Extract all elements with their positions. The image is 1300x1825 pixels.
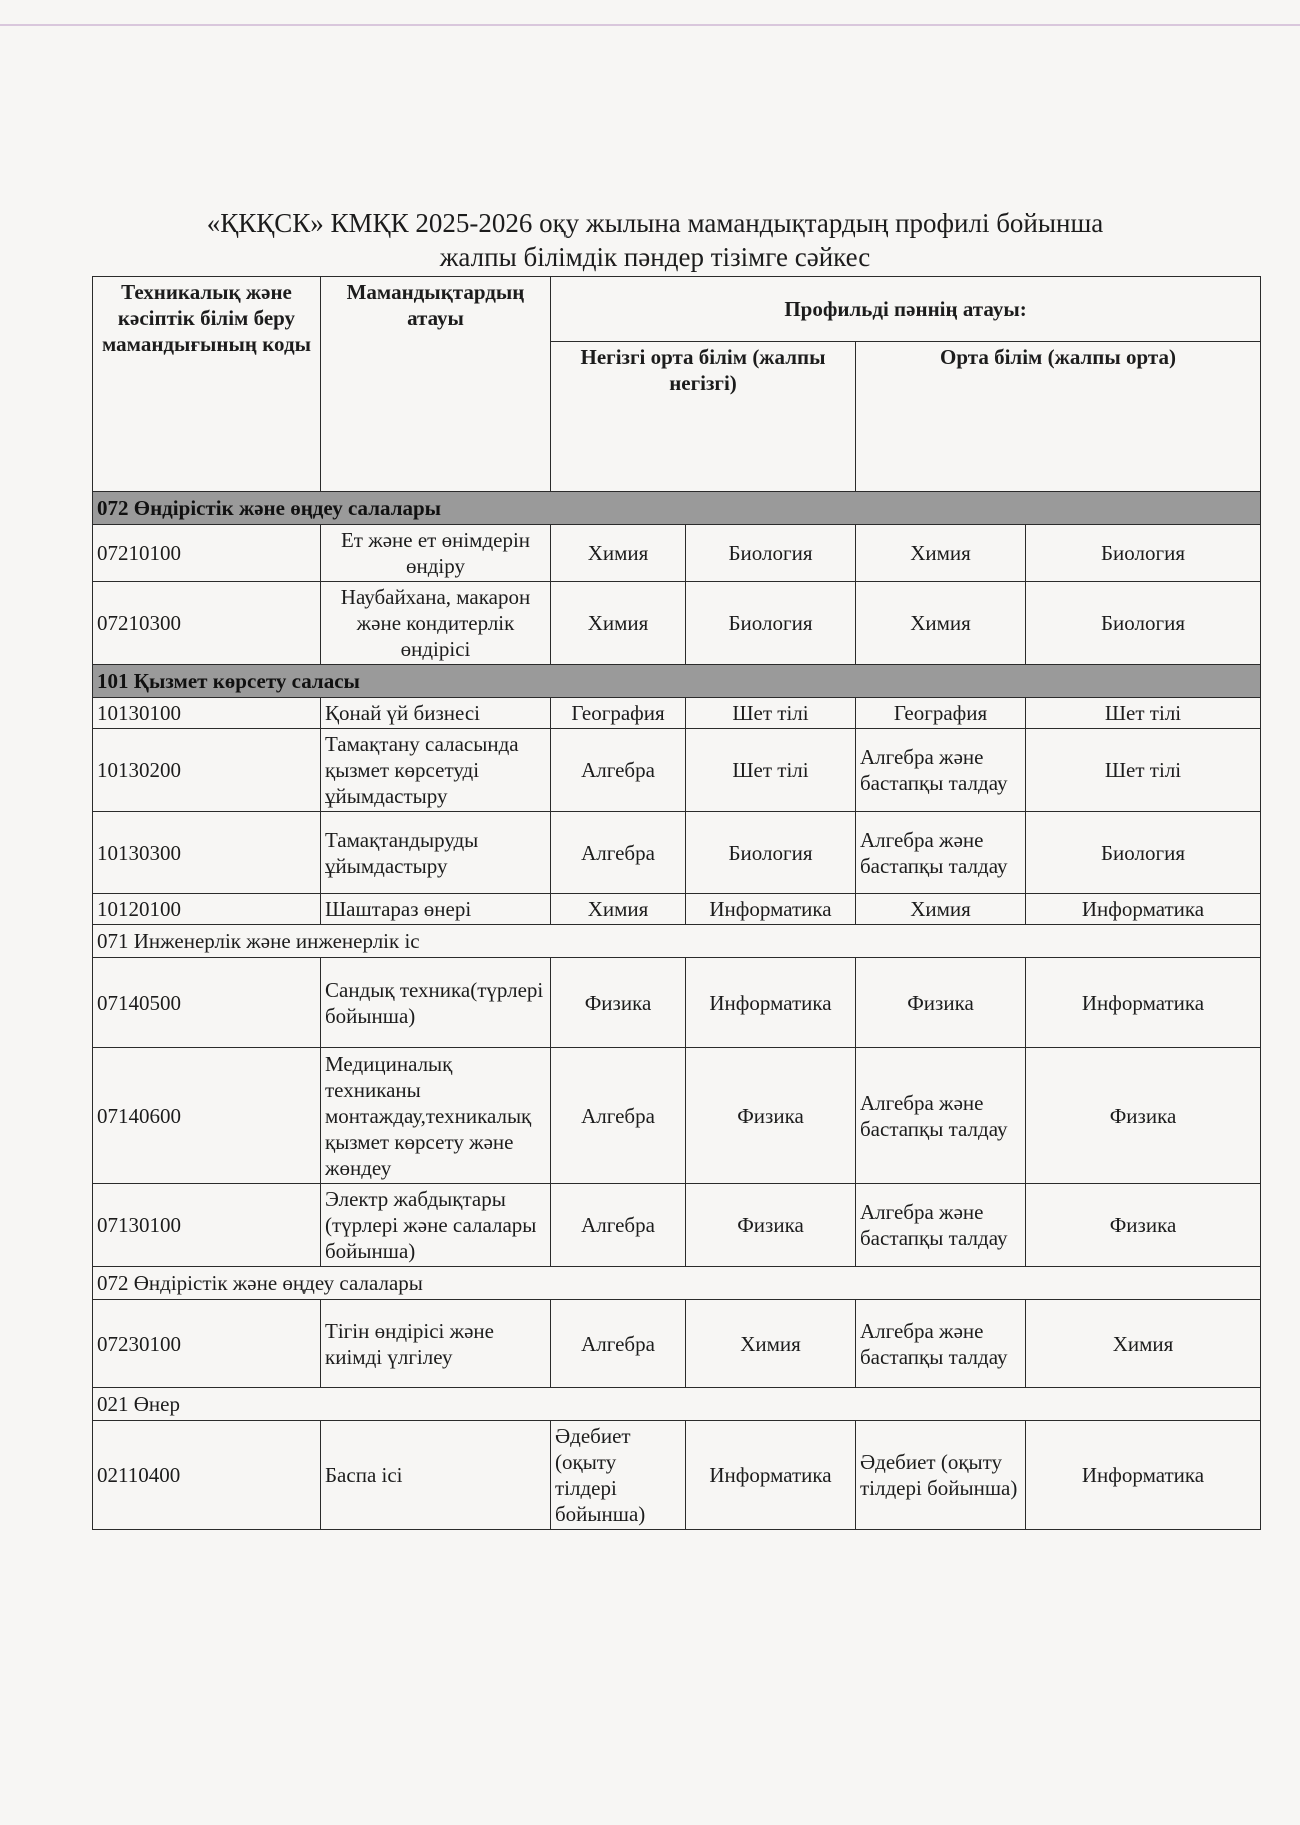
basic-subject-2: Физика — [686, 1048, 856, 1184]
section-title: 072 Өндірістік және өңдеу салалары — [93, 492, 1261, 525]
general-subject-1: Алгебра және бастапқы талдау — [856, 1300, 1026, 1388]
section-title: 071 Инженерлік және инженерлік іс — [93, 925, 1261, 958]
specialty-name: Тамақтану саласында қызмет көрсетуді ұйымдастыру — [321, 729, 551, 812]
basic-subject-1: География — [551, 698, 686, 729]
profile-subjects-table — [92, 276, 1261, 1530]
table-row — [93, 525, 1261, 582]
basic-subject-2: Биология — [686, 525, 856, 582]
specialty-name: Тігін өндірісі және киімді үлгілеу — [321, 1300, 551, 1388]
specialty-code: 07140600 — [93, 1048, 321, 1184]
specialty-name: Электр жабдықтары (түрлері және салалары бойынша) — [321, 1184, 551, 1267]
specialty-code: 10120100 — [93, 894, 321, 925]
specialty-name: Қонай үй бизнесі — [321, 698, 551, 729]
specialty-code: 10130300 — [93, 812, 321, 894]
basic-subject-1: Алгебра — [551, 729, 686, 812]
title-line-1: «ҚКҚСК» КМҚК 2025-2026 оқу жылына мамандықтардың профилі бойынша — [206, 208, 1104, 238]
specialty-code: 07210300 — [93, 582, 321, 665]
basic-subject-1: Химия — [551, 894, 686, 925]
table-body — [93, 492, 1261, 1530]
specialty-code: 02110400 — [93, 1421, 321, 1530]
specialty-code: 10130100 — [93, 698, 321, 729]
basic-subject-2: Информатика — [686, 894, 856, 925]
title-line-2: жалпы білімдік пәндер тізімге сәйкес — [439, 242, 871, 272]
general-subject-1: Химия — [856, 894, 1026, 925]
page-top-border — [0, 24, 1300, 26]
basic-subject-2: Информатика — [686, 1421, 856, 1530]
basic-subject-1: Әдебиет (оқыту тілдері бойынша) — [551, 1421, 686, 1530]
general-subject-1: Химия — [856, 582, 1026, 665]
basic-subject-1: Алгебра — [551, 1300, 686, 1388]
general-subject-2: Шет тілі — [1026, 698, 1261, 729]
header-code: Техникалық және кәсіптік білім беру мамандығының коды — [93, 277, 321, 492]
table-row — [93, 1048, 1261, 1184]
basic-subject-2: Химия — [686, 1300, 856, 1388]
basic-subject-2: Физика — [686, 1184, 856, 1267]
section-header-row — [93, 1267, 1261, 1300]
document-title — [120, 206, 1190, 274]
section-title: 021 Өнер — [93, 1388, 1261, 1421]
specialty-code: 07230100 — [93, 1300, 321, 1388]
basic-subject-1: Алгебра — [551, 1184, 686, 1267]
general-subject-2: Химия — [1026, 1300, 1261, 1388]
general-subject-2: Биология — [1026, 525, 1261, 582]
general-subject-2: Физика — [1026, 1048, 1261, 1184]
basic-subject-1: Физика — [551, 958, 686, 1048]
table-row — [93, 582, 1261, 665]
table-row — [93, 729, 1261, 812]
header-general-education: Орта білім (жалпы орта) — [856, 342, 1261, 492]
general-subject-2: Информатика — [1026, 1421, 1261, 1530]
specialty-name: Сандық техника(түрлері бойынша) — [321, 958, 551, 1048]
general-subject-1: Алгебра және бастапқы талдау — [856, 1048, 1026, 1184]
specialty-code: 07140500 — [93, 958, 321, 1048]
general-subject-2: Информатика — [1026, 958, 1261, 1048]
basic-subject-2: Биология — [686, 812, 856, 894]
specialty-code: 07210100 — [93, 525, 321, 582]
header-name: Мамандықтардың атауы — [321, 277, 551, 492]
general-subject-1: Химия — [856, 525, 1026, 582]
basic-subject-2: Шет тілі — [686, 698, 856, 729]
basic-subject-2: Биология — [686, 582, 856, 665]
basic-subject-1: Химия — [551, 525, 686, 582]
header-basic-education: Негізгі орта білім (жалпы негізгі) — [551, 342, 856, 492]
header-profile: Профильді пәннің атауы: — [551, 277, 1261, 342]
general-subject-2: Информатика — [1026, 894, 1261, 925]
general-subject-2: Шет тілі — [1026, 729, 1261, 812]
general-subject-1: Алгебра және бастапқы талдау — [856, 812, 1026, 894]
specialty-name: Медициналық техниканы монтаждау,техникалық қызмет көрсету және жөндеу — [321, 1048, 551, 1184]
basic-subject-1: Химия — [551, 582, 686, 665]
general-subject-2: Биология — [1026, 582, 1261, 665]
general-subject-1: Алгебра және бастапқы талдау — [856, 729, 1026, 812]
specialty-code: 10130200 — [93, 729, 321, 812]
table-row — [93, 1184, 1261, 1267]
basic-subject-1: Алгебра — [551, 1048, 686, 1184]
basic-subject-2: Шет тілі — [686, 729, 856, 812]
table-row — [93, 698, 1261, 729]
section-title: 101 Қызмет көрсету саласы — [93, 665, 1261, 698]
general-subject-2: Физика — [1026, 1184, 1261, 1267]
section-header-row — [93, 665, 1261, 698]
specialty-name: Шаштараз өнері — [321, 894, 551, 925]
general-subject-1: География — [856, 698, 1026, 729]
general-subject-1: Физика — [856, 958, 1026, 1048]
table-row — [93, 894, 1261, 925]
basic-subject-2: Информатика — [686, 958, 856, 1048]
section-header-row — [93, 925, 1261, 958]
specialty-name: Наубайхана, макарон және кондитерлік өндірісі — [321, 582, 551, 665]
section-header-row — [93, 492, 1261, 525]
specialty-name: Тамақтандыруды ұйымдастыру — [321, 812, 551, 894]
section-title: 072 Өндірістік және өңдеу салалары — [93, 1267, 1261, 1300]
table-header-row — [93, 277, 1261, 342]
general-subject-1: Алгебра және бастапқы талдау — [856, 1184, 1026, 1267]
general-subject-2: Биология — [1026, 812, 1261, 894]
table-row — [93, 958, 1261, 1048]
basic-subject-1: Алгебра — [551, 812, 686, 894]
table-row — [93, 1421, 1261, 1530]
table-row — [93, 812, 1261, 894]
table-row — [93, 1300, 1261, 1388]
section-header-row — [93, 1388, 1261, 1421]
specialty-code: 07130100 — [93, 1184, 321, 1267]
general-subject-1: Әдебиет (оқыту тілдері бойынша) — [856, 1421, 1026, 1530]
specialty-name: Баспа ісі — [321, 1421, 551, 1530]
specialty-name: Ет және ет өнімдерін өндіру — [321, 525, 551, 582]
